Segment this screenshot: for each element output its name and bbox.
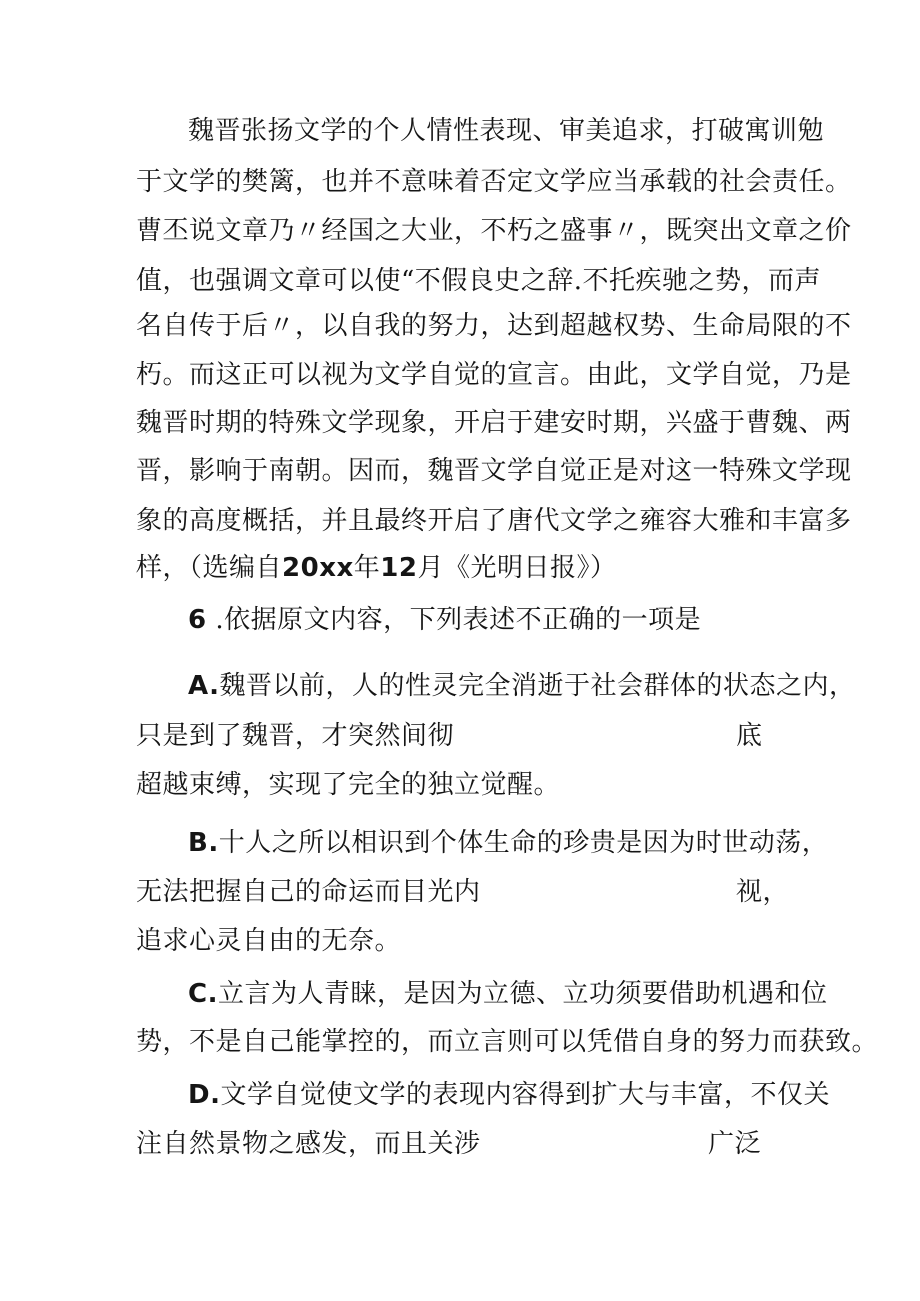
- option-d-text: 文学自觉使文学的表现内容得到扩大与丰富，不仅关: [220, 1080, 830, 1110]
- source-month: 12: [380, 553, 418, 583]
- option-c-text: 立言为人青睐，是因为立德、立功须要借助机遇和位: [217, 979, 828, 1009]
- option-c-line-1: [188, 976, 827, 1012]
- question-6: [188, 602, 701, 638]
- option-d-line-2-right: 广泛: [708, 1129, 762, 1159]
- passage-line-9: 象的高度概括，并且最终开启了唐代文学之雍容大雅和丰富多: [136, 506, 852, 536]
- option-a-letter: A.: [188, 671, 220, 701]
- option-b-line-3: 追求心灵自由的无奈。: [136, 926, 402, 956]
- question-text: .依据原文内容，下列表述不正确的一项是: [206, 605, 702, 635]
- passage-line-4: 值，也强调文章可以使“不假良史之辞.不托疾驰之势，而声: [136, 266, 822, 296]
- option-a-line-3: 超越束缚，实现了完全的独立觉醒。: [136, 770, 561, 800]
- option-b-text: 十人之所以相识到个体生命的珍贵是因为时世动荡，: [218, 828, 829, 858]
- option-b-line-2-right: 视，: [736, 877, 790, 907]
- option-d-line-2-left: 注自然景物之感发，而且关涉: [136, 1129, 481, 1159]
- passage-source-line: [136, 550, 616, 586]
- option-a-line-2-right: 底: [736, 721, 763, 751]
- passage-line-2: 于文学的樊篱，也并不意味着否定文学应当承载的社会责任。: [136, 167, 852, 197]
- passage-line-8: 晋，影响于南朝。因而，魏晋文学自觉正是对这一特殊文学现: [136, 456, 852, 486]
- passage-line-1: 魏晋张扬文学的个人情性表现、审美追求，打破寓训勉: [188, 116, 825, 146]
- source-month-suffix: 月《光明日报》）: [417, 553, 617, 583]
- option-c-letter: C.: [188, 979, 218, 1009]
- source-year-suffix: 年: [353, 553, 381, 583]
- source-prefix: 样，（选编自: [136, 553, 283, 583]
- option-a-line-1: [188, 668, 856, 704]
- option-a-line-2-left: 只是到了魏晋，才突然间彻: [136, 721, 455, 751]
- option-b-letter: B.: [188, 828, 219, 858]
- passage-line-7: 魏晋时期的特殊文学现象，开启于建安时期，兴盛于曹魏、两: [136, 408, 852, 438]
- option-b-line-2-left: 无法把握自己的命运而目光内: [136, 877, 481, 907]
- question-number: 6: [188, 605, 207, 635]
- option-c-line-2: 势，不是自己能掌控的，而立言则可以凭借自身的努力而获致。: [136, 1027, 879, 1057]
- passage-line-3: 曹丕说文章乃〃经国之大业，不朽之盛事〃，既突出文章之价: [136, 216, 852, 246]
- option-a-text: 魏晋以前，人的性灵完全消逝于社会群体的状态之内，: [219, 671, 856, 701]
- passage-line-6: 朽。而这正可以视为文学自觉的宣言。由此，文学自觉，乃是: [136, 360, 852, 390]
- option-d-letter: D.: [188, 1080, 221, 1110]
- source-year: 20xx: [282, 553, 354, 583]
- option-b-line-1: [188, 825, 828, 861]
- passage-line-5: 名自传于后〃，以自我的努力，达到超越权势、生命局限的不: [136, 311, 852, 341]
- option-d-line-1: [188, 1077, 830, 1113]
